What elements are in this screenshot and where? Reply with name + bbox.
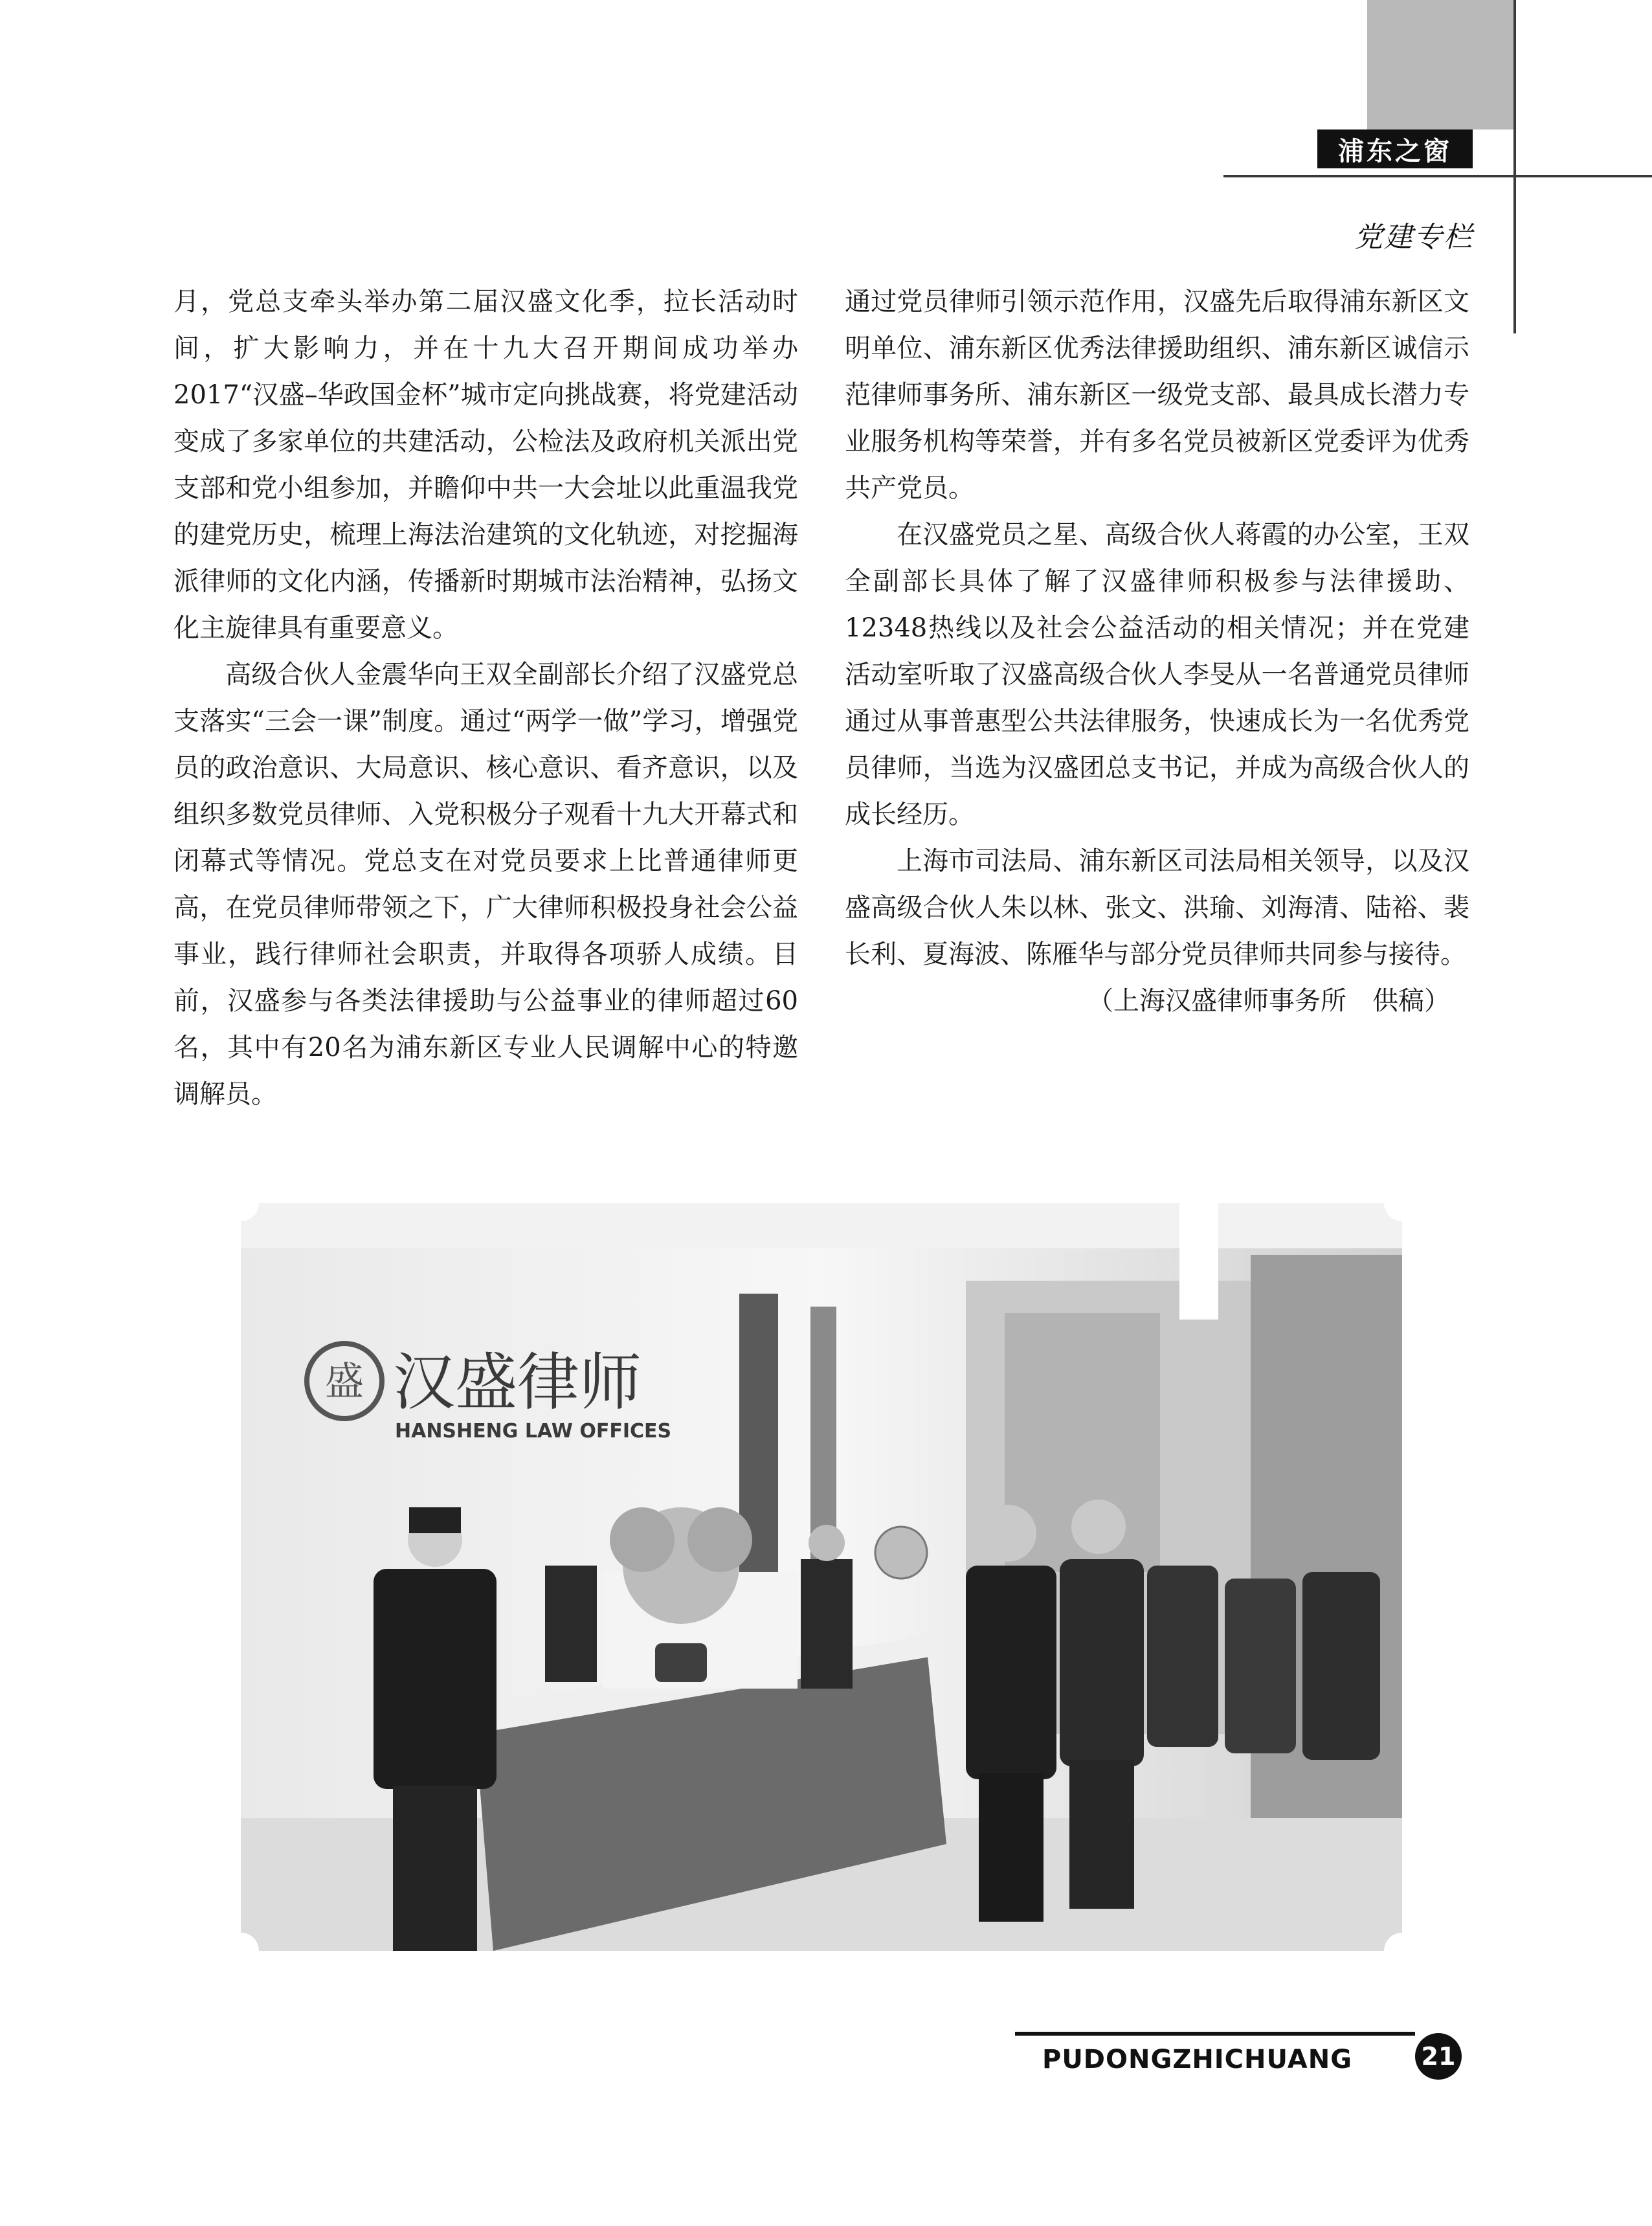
- paragraph: 在汉盛党员之星、高级合伙人蒋霞的办公室，王双全副部长具体了解了汉盛律师积极参与法律援助、12348热线以及社会公益活动的相关情况；并在党建活动室听取了汉盛高级合伙人李旻从一名普通党员律师通过从事普惠型公共法律服务，快速成长为一名优秀党员律师，当选为汉盛团总支书记，并成为高级合伙人的成长经历。: [845, 520, 1469, 829]
- svg-text:盛: 盛: [325, 1359, 364, 1404]
- magazine-badge: 浦东之窗: [1317, 129, 1473, 168]
- paragraph: 高级合伙人金震华向王双全副部长介绍了汉盛党总支落实“三会一课”制度。通过“两学一做”学习，增强党员的政治意识、大局意识、核心意识、看齐意识，以及组织多数党员律师、入党积极分子观看十九大开幕式和闭幕式等情况。党总支在对党员要求上比普通律师更高，在党员律师带领之下，广大律师积极投身社会公益事业，践行律师社会职责，并取得各项骄人成绩。目前，汉盛参与各类法律援助与公益事业的律师超过60名，其中有20名为浦东新区专业人民调解中心的特邀调解员。: [173, 660, 798, 1109]
- header-rule: [1223, 175, 1652, 177]
- host-head: [1071, 1500, 1126, 1554]
- host: [1060, 1559, 1144, 1766]
- section-title: 党建专栏: [1354, 221, 1473, 254]
- footer-rule: [1015, 2032, 1415, 2036]
- visitor-head: [979, 1505, 1036, 1562]
- office-reception-photo: [241, 1203, 1402, 1951]
- header-vertical-rule: [1513, 0, 1516, 333]
- ceiling: [241, 1203, 1402, 1248]
- article-credit: （上海汉盛律师事务所 供稿）: [1088, 986, 1450, 1016]
- sign-chinese: 汉盛律师: [393, 1346, 642, 1419]
- photo-illustration: [241, 1203, 1402, 1951]
- globe: [875, 1527, 927, 1579]
- flower-pot: [655, 1643, 707, 1682]
- header-corner-block: [1367, 0, 1515, 129]
- footer-magazine-name: PUDONGZHICHUANG: [1042, 2045, 1353, 2074]
- receptionist: [374, 1569, 497, 1789]
- paragraph: 月，党总支牵头举办第二届汉盛文化季，拉长活动时间，扩大影响力，并在十九大召开期间成功举办2017“汉盛–华政国金杯”城市定向挑战赛，将党建活动变成了多家单位的共建活动，公检法及政府机关派出党支部和党小组参加，并瞻仰中共一大会址以此重温我党的建党历史，梳理上海法治建筑的文化轨迹，对挖掘海派律师的文化内涵，传播新时期城市法治精神，弘扬文化主旋律具有重要意义。: [173, 287, 798, 643]
- sign-english: HANSHENG LAW OFFICES: [395, 1420, 672, 1443]
- page-number: 21: [1415, 2033, 1462, 2080]
- paragraph: 上海市司法局、浦东新区司法局相关领导，以及汉盛高级合伙人朱以林、张文、洪瑜、刘海清、陆裕、裴长利、夏海波、陈雁华与部分党员律师共同参与接待。: [845, 846, 1469, 969]
- right-column: [845, 278, 1469, 1024]
- paragraph: 通过党员律师引领示范作用，汉盛先后取得浦东新区文明单位、浦东新区优秀法律援助组织、浦东新区诚信示范律师事务所、浦东新区一级党支部、最具成长潜力专业服务机构等荣誉，并有多名党员被新区党委评为优秀共产党员。: [845, 287, 1469, 503]
- left-column: [173, 278, 798, 1118]
- visitor: [966, 1566, 1056, 1779]
